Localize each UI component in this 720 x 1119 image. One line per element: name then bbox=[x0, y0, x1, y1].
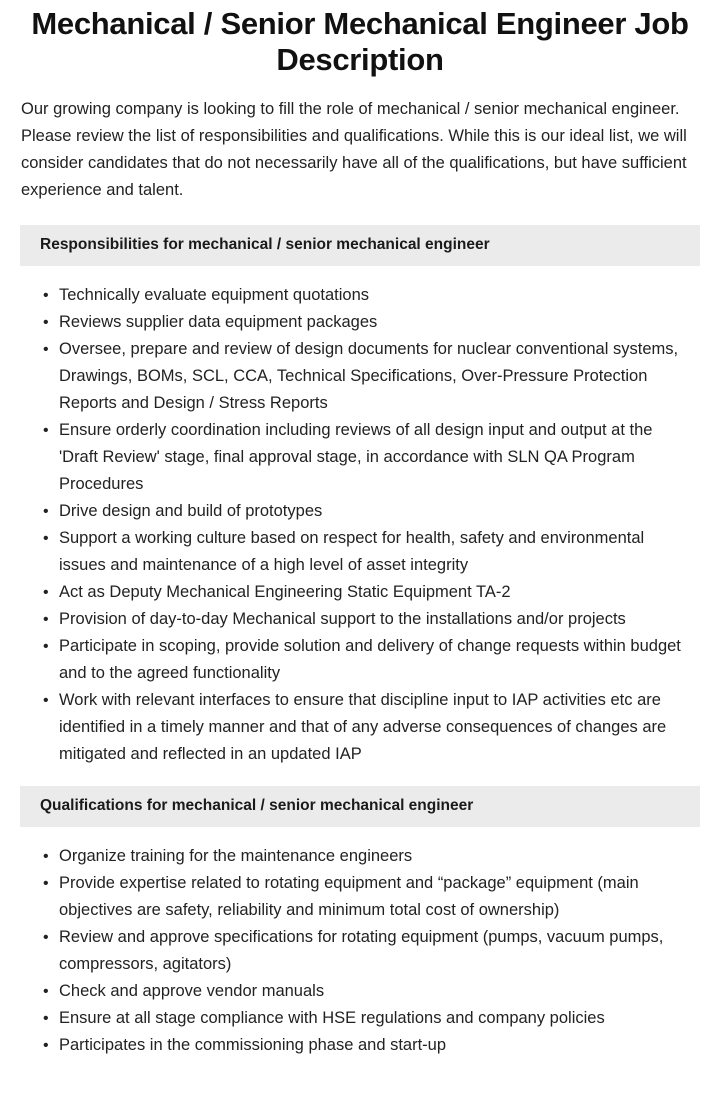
list-item-text: Provision of day-to-day Mechanical support to the installations and/or projects bbox=[59, 610, 626, 628]
bullet-icon: • bbox=[43, 848, 49, 865]
intro-paragraph: Our growing company is looking to fill the role of mechanical / senior mechanical engineer. Please review the list of responsibilities and qualifications. While this is our ideal list, we will consider candidates that do not necessarily have all of the qualifications, but have sufficient experience and talent. bbox=[21, 100, 687, 199]
bullet-icon: • bbox=[43, 638, 49, 655]
bullet-icon: • bbox=[43, 983, 49, 1000]
list-item-text: Participates in the commissioning phase and start-up bbox=[59, 1036, 447, 1054]
bullet-icon: • bbox=[43, 584, 49, 601]
list-item-text: Check and approve vendor manuals bbox=[59, 982, 325, 1000]
bullet-icon: • bbox=[43, 875, 49, 892]
responsibilities-section-header bbox=[20, 225, 700, 266]
list-item-text: Support a working culture based on respect for health, safety and environmental issues and maintenance of a high level of asset integrity bbox=[59, 529, 645, 574]
list-item-text: Drive design and build of prototypes bbox=[59, 502, 323, 520]
bullet-icon: • bbox=[43, 1010, 49, 1027]
bullet-icon: • bbox=[43, 929, 49, 946]
list-item bbox=[43, 978, 690, 1005]
qualifications-list bbox=[0, 827, 720, 1059]
list-item bbox=[43, 924, 690, 978]
list-item bbox=[43, 870, 690, 924]
responsibilities-list bbox=[0, 266, 720, 768]
bullet-icon: • bbox=[43, 314, 49, 331]
list-item-text: Ensure at all stage compliance with HSE regulations and company policies bbox=[59, 1009, 605, 1027]
qualifications-heading-label: Qualifications for mechanical / senior mechanical engineer bbox=[40, 797, 474, 814]
page-bottom-spacer bbox=[0, 1059, 720, 1085]
list-item bbox=[43, 687, 690, 768]
list-item-text: Technically evaluate equipment quotations bbox=[59, 286, 370, 304]
list-item bbox=[43, 606, 690, 633]
list-item-text: Participate in scoping, provide solution and delivery of change requests within budget and to the agreed functionality bbox=[59, 637, 681, 682]
qualifications-section-header bbox=[20, 786, 700, 827]
bullet-icon: • bbox=[43, 341, 49, 358]
list-item bbox=[43, 417, 690, 498]
list-item bbox=[43, 525, 690, 579]
bullet-icon: • bbox=[43, 1037, 49, 1054]
list-item bbox=[43, 282, 690, 309]
list-item-text: Oversee, prepare and review of design documents for nuclear conventional systems, Drawings, BOMs, SCL, CCA, Technical Specifications, Over-Pressure Protection Reports and Design / Stress Reports bbox=[59, 340, 679, 412]
list-item bbox=[43, 633, 690, 687]
list-item bbox=[43, 1032, 690, 1059]
list-item-text: Work with relevant interfaces to ensure that discipline input to IAP activities etc are identified in a timely manner and that of any adverse consequences of changes are mitigated and reflected in an updated IAP bbox=[59, 691, 667, 763]
list-item bbox=[43, 1005, 690, 1032]
list-item bbox=[43, 843, 690, 870]
bullet-icon: • bbox=[43, 530, 49, 547]
list-item-text: Ensure orderly coordination including reviews of all design input and output at the 'Draft Review' stage, final approval stage, in accordance with SLN QA Program Procedures bbox=[59, 421, 653, 493]
list-item-text: Organize training for the maintenance engineers bbox=[59, 847, 413, 865]
bullet-icon: • bbox=[43, 503, 49, 520]
list-item-text: Review and approve specifications for rotating equipment (pumps, vacuum pumps, compressors, agitators) bbox=[59, 928, 664, 973]
list-item bbox=[43, 336, 690, 417]
list-item-text: Reviews supplier data equipment packages bbox=[59, 313, 378, 331]
section-spacer bbox=[0, 768, 720, 786]
qualifications-section bbox=[0, 786, 720, 1085]
bullet-icon: • bbox=[43, 611, 49, 628]
list-item-text: Provide expertise related to rotating equipment and “package” equipment (main objectives are safety, reliability and minimum total cost of ownership) bbox=[59, 874, 639, 919]
list-item bbox=[43, 309, 690, 336]
bullet-icon: • bbox=[43, 422, 49, 439]
list-item-text: Act as Deputy Mechanical Engineering Static Equipment TA-2 bbox=[59, 583, 511, 601]
responsibilities-section bbox=[0, 225, 720, 786]
page-title: Mechanical / Senior Mechanical Engineer Job Description bbox=[31, 6, 689, 77]
responsibilities-heading-label: Responsibilities for mechanical / senior mechanical engineer bbox=[40, 236, 490, 253]
list-item bbox=[43, 498, 690, 525]
list-item bbox=[43, 579, 690, 606]
bullet-icon: • bbox=[43, 692, 49, 709]
bullet-icon: • bbox=[43, 287, 49, 304]
